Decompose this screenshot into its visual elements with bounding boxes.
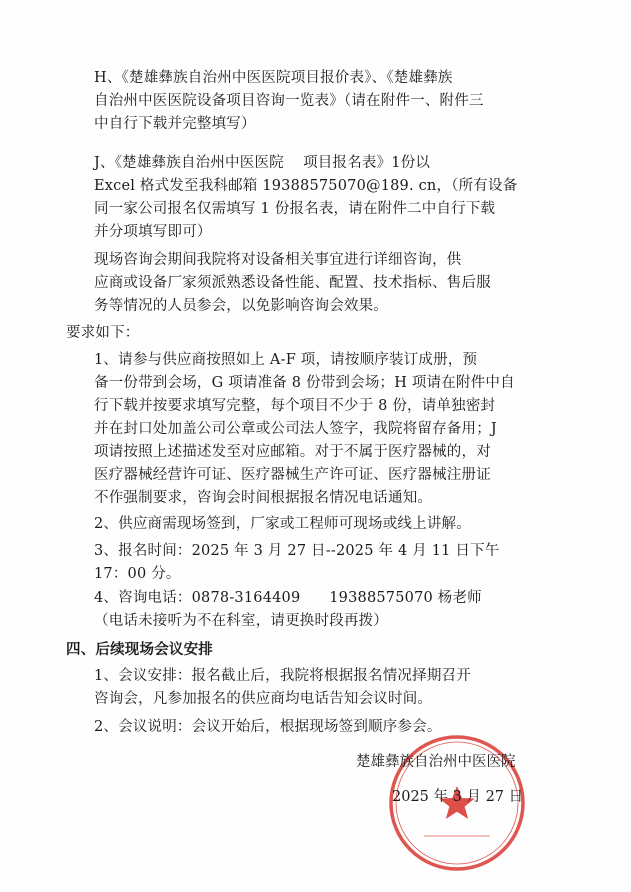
signature-date: 2025 年 3 月 27 日 — [392, 789, 524, 805]
requirement-3: 3、报名时间：2025 年 3 月 27 日--2025 年 4 月 11 日下午 17：00 分。 — [94, 543, 500, 582]
requirement-2: 2、供应商需现场签到，厂家或工程师可现场或线上讲解。 — [94, 516, 471, 532]
paragraph-consult: 现场咨询会期间我院将对设备相关事宜进行详细咨询，供 应商或设备厂家须派熟悉设备性能、配置、技术指标、售后服 务等情况的人员参会，以免影响咨询会效果。 — [94, 252, 491, 314]
meeting-arrangement: 1、会议安排：报名截止后，我院将根据报名情况择期召开 咨询会，凡参加报名的供应商均电话告知会议时间。 — [94, 668, 471, 707]
signature-organization: 楚雄彝族自治州中医医院 — [356, 754, 516, 770]
requirement-4: 4、咨询电话：0878-3164409 19388575070 杨老师 （电话未接听为不在科室，请更换时段再拨） — [94, 590, 482, 629]
paragraph-j: J、《楚雄彝族自治州中医医院 项目报名表》1份以 Excel 格式发至我科邮箱 19388575070@189. cn，（所有设备 同一家公司报名仅需填写 1 份报名表，请在附件二中自行下载 并分项填写即可） — [94, 155, 518, 240]
requirement-1: 1、请参与供应商按照如上 A-F 项，请按顺序装订成册，预 备一份带到会场，G 项请准备 8 份带到会场；H 项请在附件中自 行下载并按要求填写完整，每个项目不少于 8 份，请单独密封 并在封口处加盖公司公章或公司法人签字，我院将留存备用；J 项请按照上述描述发至对应邮箱。对于不属于医疗器械的，对 医疗器械经营许可证、医疗器械生产许可证、医疗器械注册证 不作强制要求，咨询会时间根据报名情况电话通知。 — [94, 352, 515, 506]
section-heading-followup: 四、后续现场会议安排 — [66, 641, 213, 658]
requirements-title: 要求如下： — [66, 325, 140, 341]
meeting-notes: 2、会议说明：会议开始后，根据现场签到顺序参会。 — [94, 719, 442, 735]
paragraph-h: H、《楚雄彝族自治州中医医院项目报价表》、《楚雄彝族 自治州中医医院设备项目咨询一览表》（请在附件一、附件三 中自行下载并完整填写） — [94, 70, 484, 132]
